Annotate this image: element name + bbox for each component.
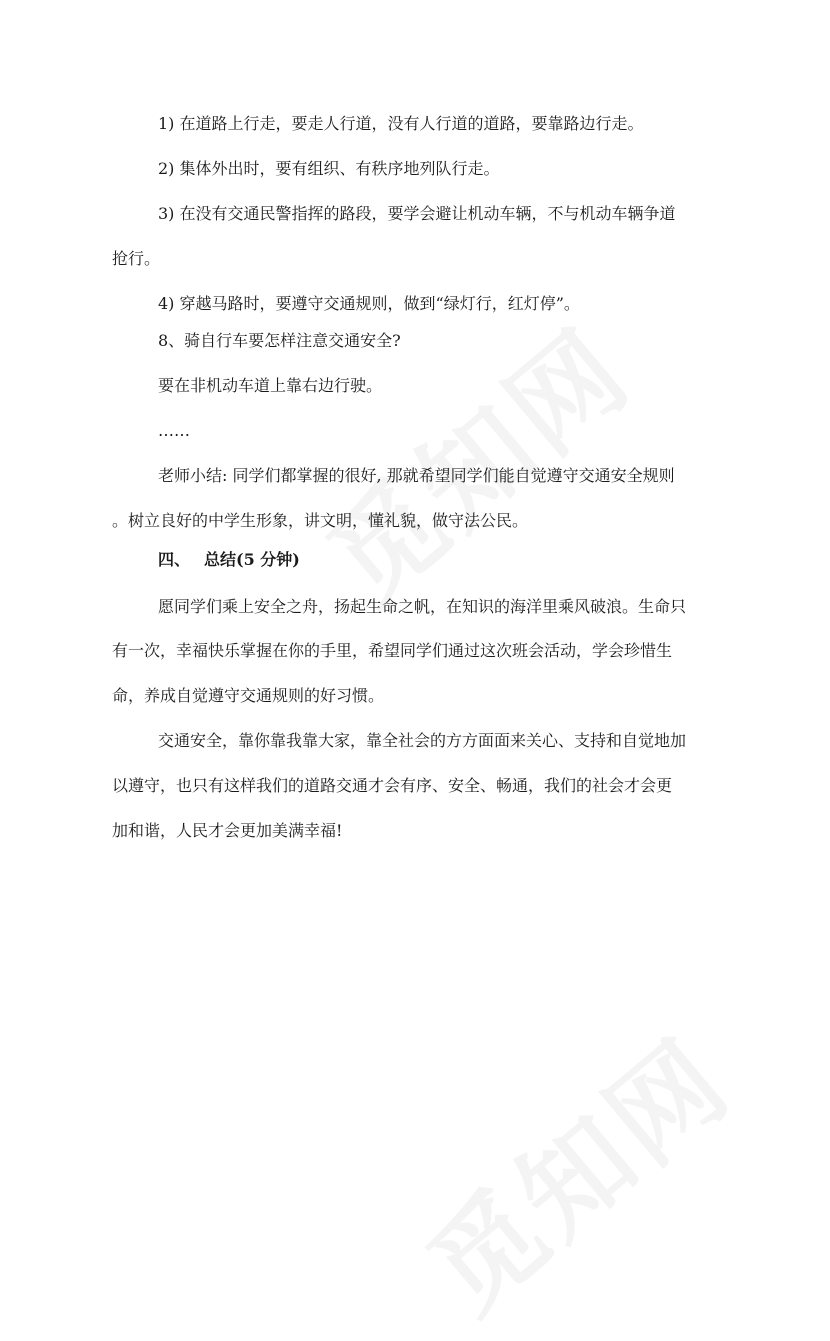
watermark (390, 997, 758, 1341)
list-item: 3) 在没有交通民警指挥的路段，要学会避让机动车辆，不与机动车辆争道 (158, 204, 676, 223)
answer: 要在非机动车道上靠右边行驶。 (158, 376, 383, 395)
teacher-summary-continuation: 。树立良好的中学生形象，讲文明，懂礼貌，做守法公民。 (112, 511, 529, 530)
question: 8、骑自行车要怎样注意交通安全? (158, 331, 401, 350)
list-item-continuation: 抢行。 (112, 249, 161, 268)
paragraph-line: 命，养成自觉遵守交通规则的好习惯。 (112, 686, 385, 705)
list-item: 4) 穿越马路时，要遵守交通规则，做到“绿灯行，红灯停”。 (158, 294, 580, 313)
list-item: 1) 在道路上行走，要走人行道，没有人行道的道路，要靠路边行走。 (158, 114, 644, 133)
ellipsis: …… (158, 421, 190, 440)
section-title: 总结(5 分钟) (204, 550, 300, 569)
paragraph-line: 以遵守，也只有这样我们的道路交通才会有序、安全、畅通，我们的社会才会更 (112, 776, 673, 795)
paragraph-line: 加和谐，人民才会更加美满幸福! (112, 821, 343, 840)
section-number: 四、 (158, 550, 191, 569)
paragraph-line: 愿同学们乘上安全之舟，扬起生命之帆，在知识的海洋里乘风破浪。生命只 (158, 597, 687, 616)
paragraph-line: 有一次，幸福快乐掌握在你的手里，希望同学们通过这次班会活动，学会珍惜生 (112, 641, 673, 660)
list-item: 2) 集体外出时，要有组织、有秩序地列队行走。 (158, 159, 500, 178)
section-heading (158, 550, 300, 570)
teacher-summary: 老师小结: 同学们都掌握的很好, 那就希望同学们能自觉遵守交通安全规则 (158, 466, 675, 485)
paragraph-line: 交通安全，靠你靠我靠大家，靠全社会的方方面面来关心、支持和自觉地加 (158, 731, 687, 750)
